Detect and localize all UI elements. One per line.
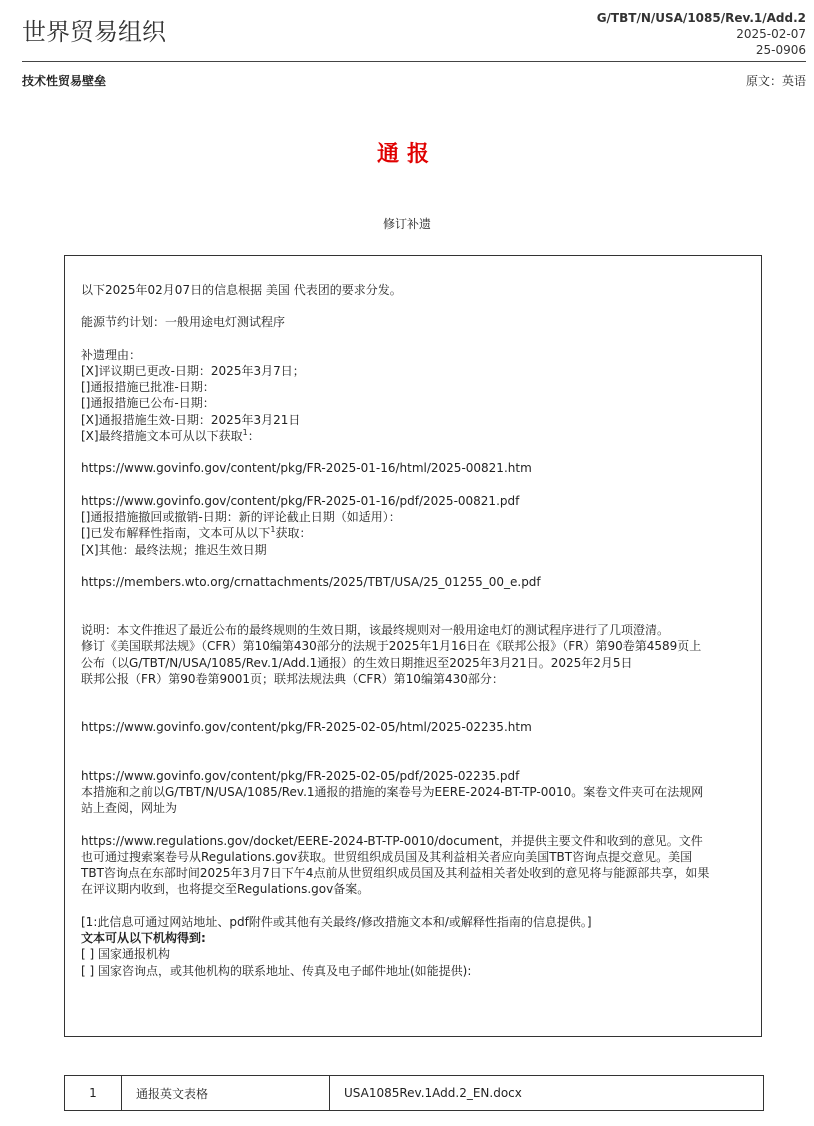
link-final-pdf[interactable]: https://www.govinfo.gov/content/pkg/FR-2025-01-16/pdf/2025-00821.pdf — [81, 493, 520, 508]
document-date: 2025-02-07 — [736, 27, 806, 41]
notification-box — [64, 255, 762, 1037]
availability-option: [ ] 国家通报机构 — [81, 947, 170, 962]
reason-other: [X]其他：最终法规；推迟生效日期 — [81, 542, 267, 557]
reason-withdrawn: []通报措施撤回或撤销-日期：新的评论截止日期（如适用）： — [81, 509, 401, 524]
docket-line: 本措施和之前以G/TBT/N/USA/1085/Rev.1通报的措施的案卷号为EERE-2024-BT-TP-0010。案卷文件夹可在法规网 — [81, 784, 704, 799]
document-symbol: G/TBT/N/USA/1085/Rev.1/Add.2 — [596, 11, 806, 25]
description-line: 说明：本文件推迟了最近公布的最终规则的生效日期，该最终规则对一般用途电灯的测试程序进行了几项澄清。 — [81, 623, 670, 638]
reason-entry-into-force: [X]通报措施生效-日期：2025年3月21日 — [81, 412, 301, 427]
original-language: 原文：英语 — [745, 74, 806, 88]
committee-name: 技术性贸易壁垒 — [22, 74, 107, 88]
header-divider — [22, 61, 806, 62]
notification-content — [81, 282, 747, 979]
document-meta — [597, 10, 806, 58]
availability-heading: 文本可从以下机构得到: — [81, 931, 206, 946]
footnote-ref: 1 — [242, 428, 248, 438]
availability-option: [ ] 国家咨询点，或其他机构的联系地址、传真及电子邮件地址(如能提供): — [81, 963, 472, 978]
comment-line: https://www.regulations.gov/docket/EERE-2024-BT-TP-0010/document，并提供主要文件和收到的意见。文件 — [81, 833, 703, 848]
table-row — [65, 1076, 764, 1111]
org-name: 世界贸易组织 — [22, 18, 166, 46]
page-title: 通报 — [376, 142, 437, 167]
document-ref: 25-0906 — [755, 43, 806, 57]
attachment-number: 1 — [65, 1076, 122, 1111]
intro-text: 以下2025年02月07日的信息根据 美国 代表团的要求分发。 — [81, 283, 402, 297]
measure-title: 能源节约计划：一般用途电灯测试程序 — [81, 315, 286, 330]
footnote-ref: 1 — [270, 525, 276, 535]
reason-guidance: []已发布解释性指南，文本可从以下$^1$获取： — [81, 525, 312, 541]
link-fr-pdf[interactable]: https://www.govinfo.gov/content/pkg/FR-2025-02-05/pdf/2025-02235.pdf — [81, 768, 520, 783]
comment-line: 也可通过搜索案卷号从Regulations.gov获取。世贸组织成员国及其利益相关者应向美国TBT咨询点提交意见。美国 — [81, 849, 693, 864]
attachment-file-link[interactable]: USA1085Rev.1Add.2_EN.docx — [330, 1076, 764, 1111]
description-line: 公布（以G/TBT/N/USA/1085/Rev.1/Add.1通报）的生效日期推迟至2025年3月21日。2025年2月5日 — [81, 655, 633, 670]
attachments-table — [64, 1075, 764, 1111]
link-attachment[interactable]: https://members.wto.org/crnattachments/2025/TBT/USA/25_01255_00_e.pdf — [81, 574, 541, 589]
comment-line: 在评议期内收到，也将提交至Regulations.gov备案。 — [81, 882, 370, 897]
attachment-name: 通报英文表格 — [122, 1076, 330, 1111]
reason-comment-period: [X]评议期已更改-日期：2025年3月7日； — [81, 363, 305, 378]
reason-published: []通报措施已公布-日期： — [81, 396, 215, 411]
reason-adopted: []通报措施已批准-日期： — [81, 380, 215, 395]
comment-line: TBT咨询点在东部时间2025年3月7日下午4点前从世贸组织成员国及其利益相关者处收到的意见将与能源部共享，如果 — [81, 866, 710, 881]
link-final-html[interactable]: https://www.govinfo.gov/content/pkg/FR-2025-01-16/html/2025-00821.htm — [81, 461, 532, 476]
reason-final-text: [X]最终措施文本可从以下获取$^1$： — [81, 428, 260, 444]
reason-heading: 补遗理由： — [81, 347, 142, 362]
docket-line: 站上查阅，网址为 — [81, 801, 178, 816]
description-line: 修订《美国联邦法规》（CFR）第10编第430部分的法规于2025年1月16日在《联邦公报》（FR）第90卷第4589页上 — [81, 639, 702, 654]
description-line: 联邦公报（FR）第90卷第9001页；联邦法规法典（CFR）第10编第430部分： — [81, 672, 504, 687]
link-fr-html[interactable]: https://www.govinfo.gov/content/pkg/FR-2025-02-05/html/2025-02235.htm — [81, 720, 532, 735]
page-subtitle: 修订补遗 — [382, 217, 431, 231]
footnote-text: [1:此信息可通过网站地址、pdf附件或其他有关最终/修改措施文本和/或解释性指南的信息提供。] — [81, 914, 592, 929]
